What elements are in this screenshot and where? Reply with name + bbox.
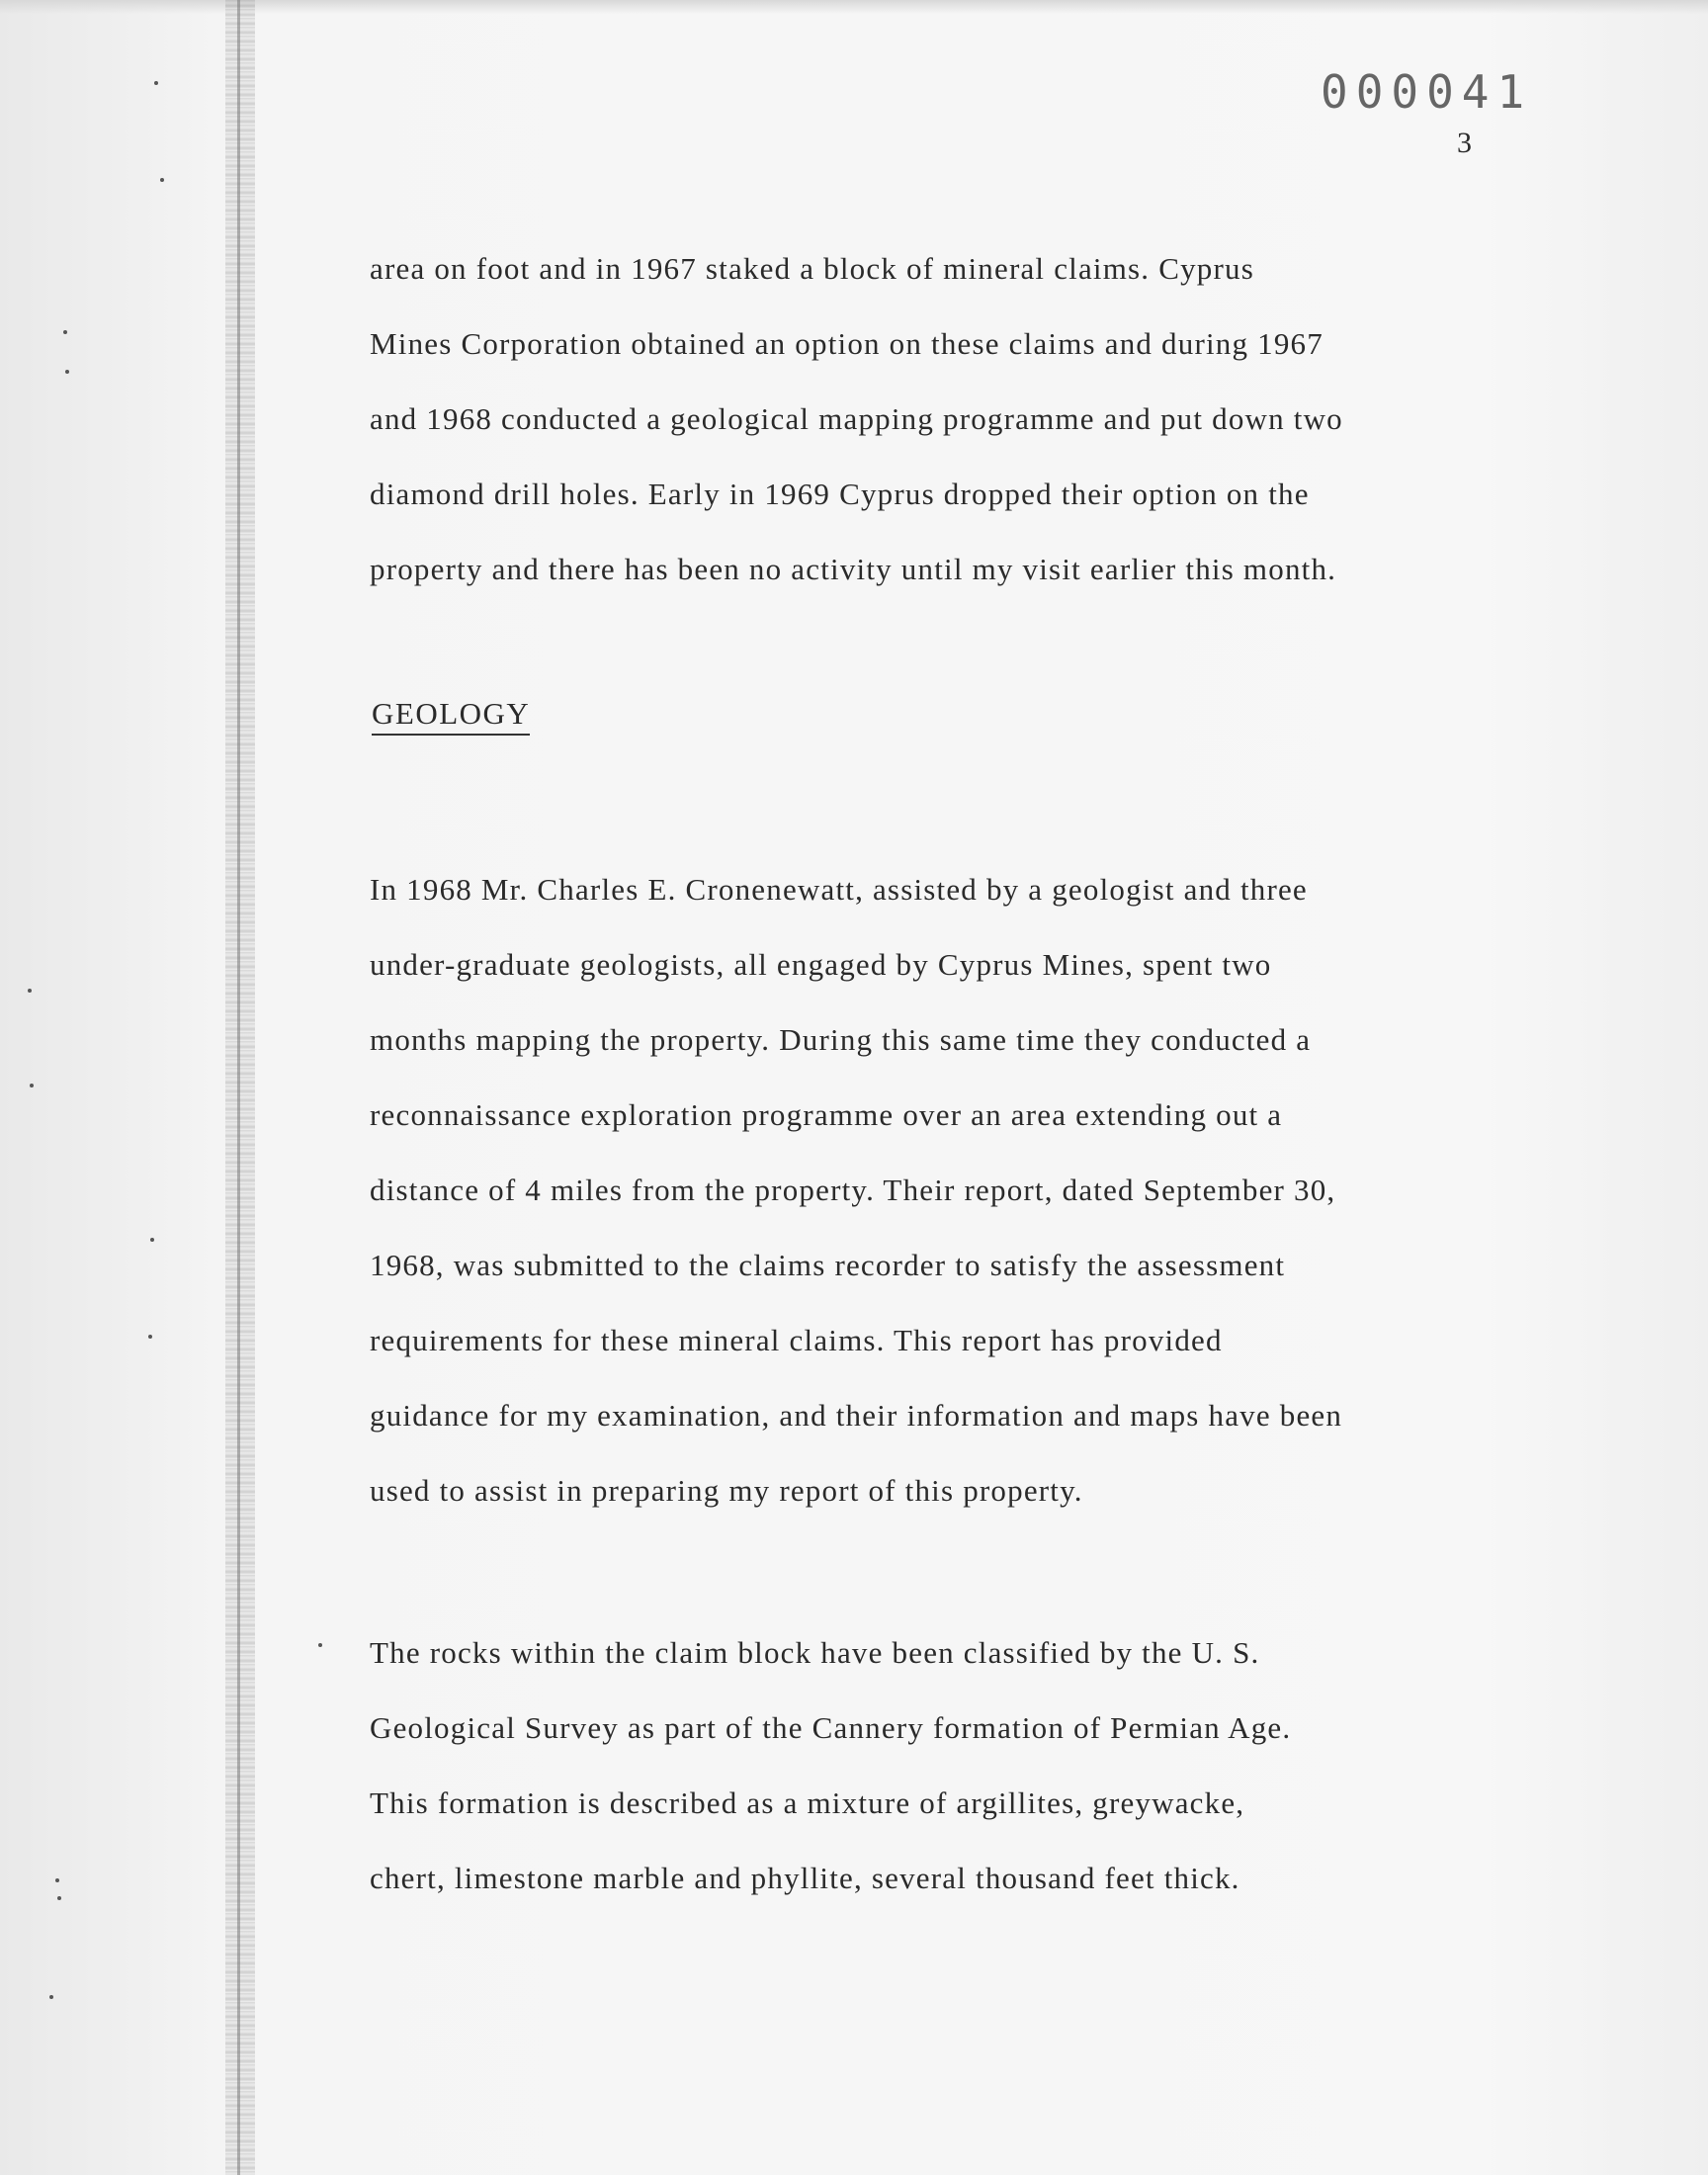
- document-stamp-number: 000041: [1321, 65, 1533, 119]
- margin-speck: [30, 1084, 34, 1088]
- text-line: reconnaissance exploration programme over an area extending out a: [370, 1097, 1283, 1132]
- margin-speck: [154, 81, 158, 85]
- text-line: requirements for these mineral claims. This report has provided: [370, 1323, 1223, 1357]
- text-line: The rocks within the claim block have been classified by the U. S.: [370, 1635, 1260, 1670]
- margin-speck: [65, 370, 69, 374]
- margin-speck: [55, 1878, 59, 1882]
- text-line: 1968, was submitted to the claims recorder to satisfy the assessment: [370, 1248, 1286, 1282]
- margin-speck: [150, 1238, 154, 1242]
- page-top-edge: [0, 0, 1708, 14]
- binding-shadow: [225, 0, 255, 2175]
- text-line: distance of 4 miles from the property. Their report, dated September 30,: [370, 1173, 1336, 1207]
- margin-speck: [49, 1995, 53, 1999]
- text-line: This formation is described as a mixture of argillites, greywacke,: [370, 1785, 1245, 1820]
- text-line: Mines Corporation obtained an option on these claims and during 1967: [370, 326, 1324, 361]
- text-line: and 1968 conducted a geological mapping programme and put down two: [370, 401, 1343, 436]
- text-line: diamond drill holes. Early in 1969 Cyprus dropped their option on the: [370, 477, 1310, 511]
- text-line: months mapping the property. During this same time they conducted a: [370, 1022, 1312, 1057]
- text-line: used to assist in preparing my report of this property.: [370, 1473, 1083, 1508]
- paragraph-mapping: [370, 852, 1615, 1528]
- margin-speck: [28, 989, 32, 993]
- margin-speck: [63, 330, 67, 334]
- text-line: Geological Survey as part of the Cannery formation of Permian Age.: [370, 1710, 1292, 1745]
- text-line: area on foot and in 1967 staked a block of mineral claims. Cyprus: [370, 251, 1254, 286]
- text-line: under-graduate geologists, all engaged by Cyprus Mines, spent two: [370, 947, 1272, 982]
- margin-speck: [57, 1896, 61, 1900]
- margin-speck: [160, 178, 164, 182]
- binding-line: [237, 0, 240, 2175]
- margin-speck: [148, 1335, 152, 1339]
- text-line: guidance for my examination, and their information and maps have been: [370, 1398, 1343, 1433]
- paragraph-history: [370, 231, 1615, 607]
- text-line: In 1968 Mr. Charles E. Cronenewatt, assisted by a geologist and three: [370, 872, 1308, 907]
- section-heading: GEOLOGY: [372, 696, 530, 736]
- text-line: property and there has been no activity until my visit earlier this month.: [370, 552, 1337, 586]
- page-number: 3: [1457, 127, 1472, 159]
- paragraph-rocks: [370, 1615, 1615, 1916]
- text-line: chert, limestone marble and phyllite, several thousand feet thick.: [370, 1861, 1240, 1895]
- margin-speck: [318, 1643, 322, 1647]
